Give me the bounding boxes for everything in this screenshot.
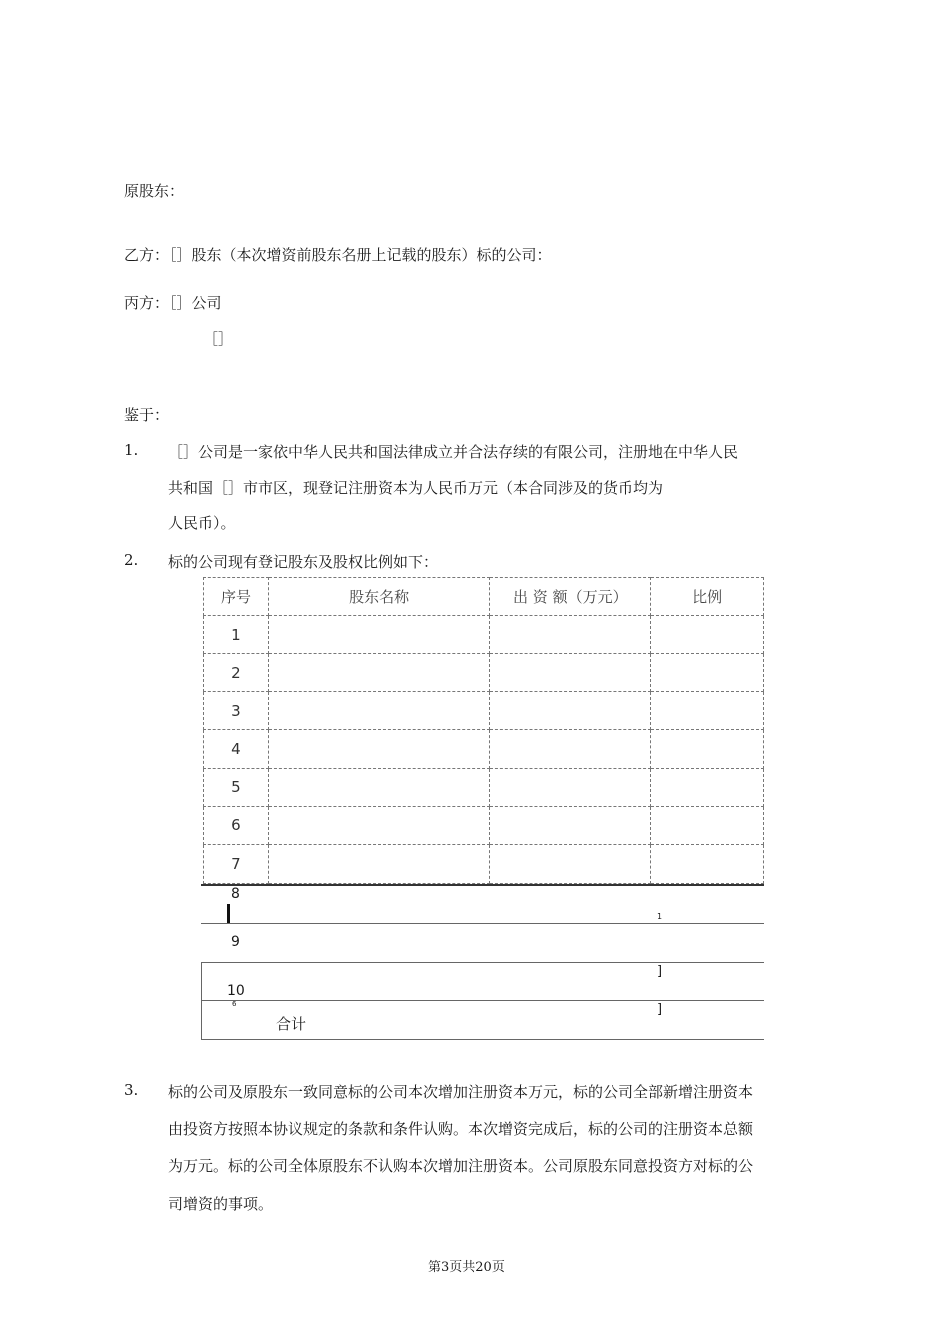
table-rule (201, 1000, 764, 1001)
artifact-mark: 6 (232, 1000, 237, 1008)
page-footer: 第3页共20页 (428, 1260, 505, 1275)
table-row (204, 616, 764, 654)
table-row (204, 654, 764, 692)
party-c-bracket: ［］ (203, 330, 234, 348)
row-number: 1 (204, 616, 269, 654)
item-number: 2. (124, 551, 139, 569)
artifact-mark: ] (657, 964, 663, 979)
original-shareholders-label: 原股东： (124, 182, 185, 200)
item-line: 共和国［］市市区，现登记注册资本为人民币万元（本合同涉及的货币均为 (168, 479, 664, 497)
table-rule (201, 884, 764, 886)
party-c-line: 丙方：［］公司 (124, 294, 222, 312)
header-ratio: 比例 (651, 578, 764, 616)
item-line: ［］公司是一家依中华人民共和国法律成立并合法存续的有限公司，注册地在中华人民 (168, 443, 739, 461)
table-rule (201, 1039, 764, 1040)
row-number: 4 (204, 730, 269, 768)
item-line: 标的公司现有登记股东及股权比例如下： (168, 553, 439, 571)
header-seq: 序号 (204, 578, 269, 616)
item-line: 由投资方按照本协议规定的条款和条件认购。本次增资完成后，标的公司的注册资本总额 (168, 1120, 754, 1138)
table-row (204, 692, 764, 730)
header-name: 股东名称 (268, 578, 490, 616)
row-number: 5 (204, 768, 269, 806)
artifact-mark: 1 (657, 912, 663, 921)
row-marker (227, 904, 230, 924)
item-line: 标的公司及原股东一致同意标的公司本次增加注册资本万元，标的公司全部新增注册资本 (168, 1083, 754, 1101)
shareholder-table (203, 577, 764, 884)
item-line: 为万元。标的公司全体原股东不认购本次增加注册资本。公司原股东同意投资方对标的公 (168, 1157, 754, 1175)
item-line: 司增资的事项。 (168, 1195, 274, 1213)
row-number: 8 (231, 886, 240, 902)
row-number: 2 (204, 654, 269, 692)
table-row (204, 730, 764, 768)
table-rule (201, 923, 764, 924)
row-number: 9 (231, 934, 240, 950)
whereas-label: 鉴于： (124, 406, 170, 424)
row-number: 6 (204, 806, 269, 844)
total-label: 合计 (276, 1015, 307, 1033)
row-number: 7 (204, 844, 269, 883)
party-b-line: 乙方：［］股东（本次增资前股东名册上记载的股东）标的公司： (124, 246, 552, 264)
table-left-border (201, 962, 202, 1039)
table-header-row (204, 578, 764, 616)
table-row (204, 768, 764, 806)
row-number: 3 (204, 692, 269, 730)
item-line: 人民币）。 (168, 514, 236, 532)
table-rule (201, 962, 764, 963)
artifact-mark: ] (657, 1002, 663, 1017)
header-amount: 出 资 额（万元） (490, 578, 651, 616)
table-row (204, 806, 764, 844)
item-number: 3. (124, 1081, 139, 1099)
table-row (204, 844, 764, 883)
row-number: 10 (227, 983, 245, 999)
item-number: 1. (124, 441, 139, 459)
